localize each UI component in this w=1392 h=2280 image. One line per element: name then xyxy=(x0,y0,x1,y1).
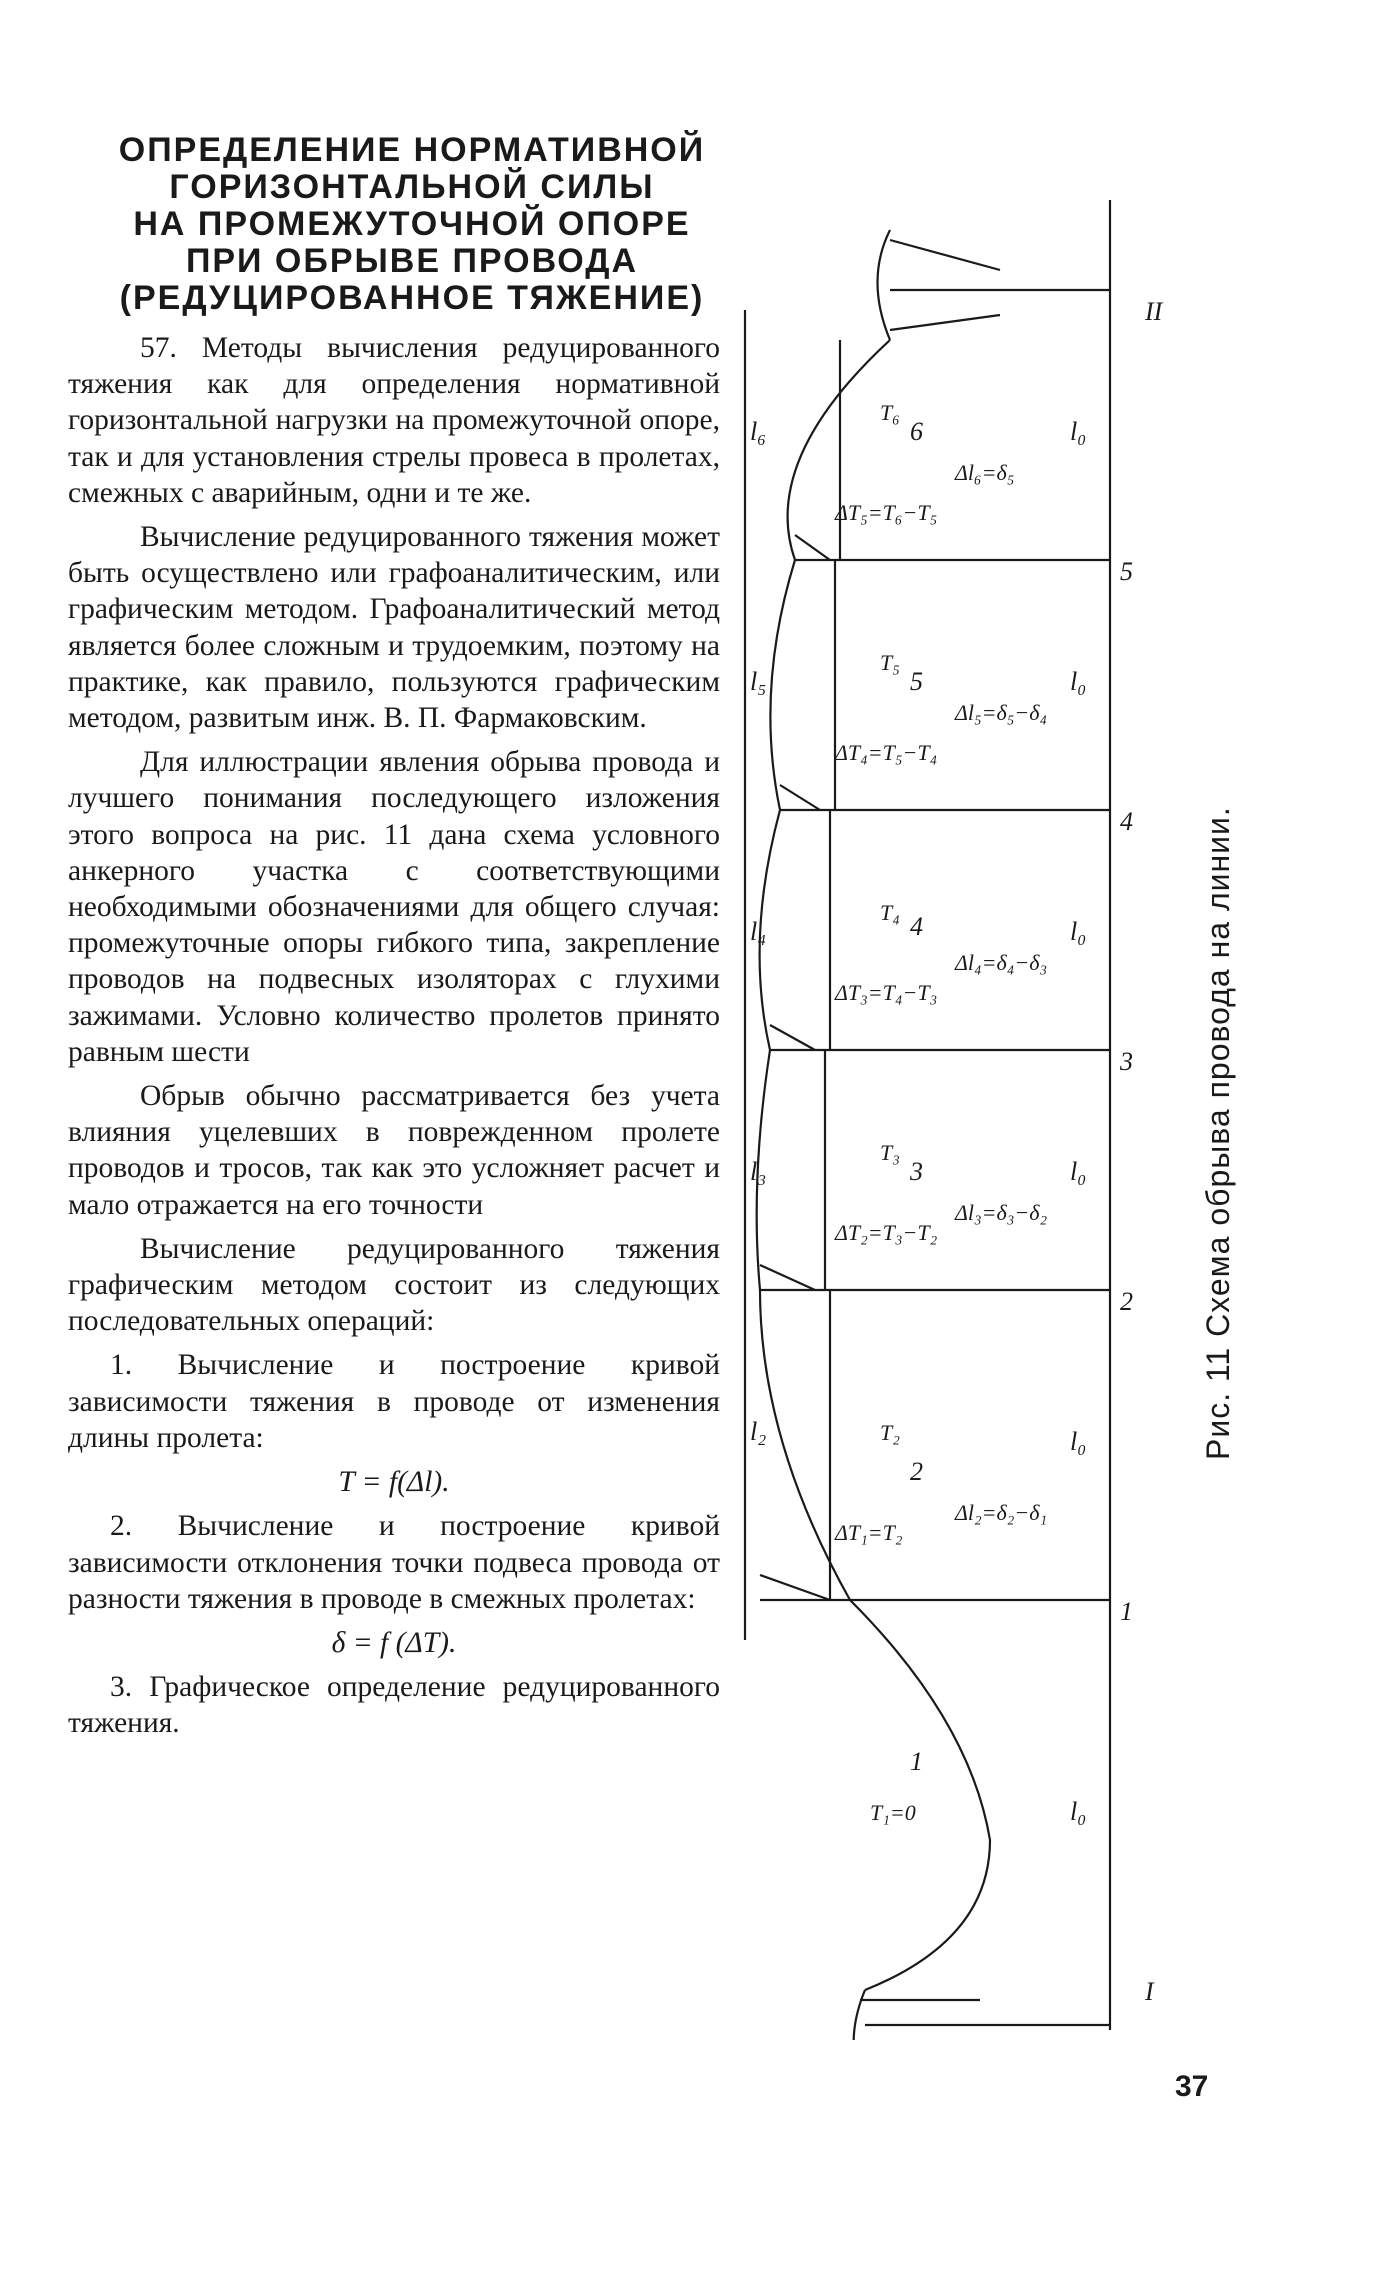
support-label: 5 xyxy=(1120,557,1133,586)
delta-t-label: ΔT₂=T₃−T₂ xyxy=(835,1220,938,1245)
heading-line: ОПРЕДЕЛЕНИЕ НОРМАТИВНОЙ xyxy=(118,131,706,169)
tension-label: T₅ xyxy=(880,650,900,675)
heading-line: ПРИ ОБРЫВЕ ПРОВОДА xyxy=(185,242,639,280)
span-number: 2 xyxy=(910,1457,923,1486)
delta-l-label: Δl₃=δ₃−δ₂ xyxy=(955,1200,1048,1225)
wire-span-2 xyxy=(760,1290,850,1600)
list-item: 3. Графическое определение редуцированного тяжения. xyxy=(68,1671,720,1740)
figure-caption: Рис. 11 Схема обрыва провода на линии. xyxy=(1200,806,1236,1460)
span-number: 6 xyxy=(910,417,923,446)
heading-line: НА ПРОМЕЖУТОЧНОЙ ОПОРЕ xyxy=(133,205,691,243)
list-item: 1. Вычисление и построение кривой зависимости тяжения в проводе от изменения длины пролета: xyxy=(68,1349,720,1454)
tension-label: T₁=0 xyxy=(870,1800,916,1825)
paragraph: Вычисление редуцированного тяжения может быть осуществлено или графоаналитическим, или графическим методом. Графоаналитический метод является более сложным и трудоемким, поэтому на практике, как правило, пользуются графическим методом, развитым инж. В. П. Фармаковским. xyxy=(68,521,720,735)
span-length-label: l₀ xyxy=(1070,1427,1087,1456)
delta-t-label: ΔT₄=T₅−T₄ xyxy=(835,740,938,765)
tension-label: T₃ xyxy=(880,1140,900,1165)
span-length-label: l₀ xyxy=(1070,417,1087,446)
broken-wire xyxy=(850,1600,990,1990)
support-label: I xyxy=(1145,1977,1154,2006)
heading-line: ГОРИЗОНТАЛЬНОЙ СИЛЫ xyxy=(169,168,655,206)
tension-label: T₄ xyxy=(880,900,900,925)
span-number: 3 xyxy=(910,1157,923,1186)
delta-l-label: Δl₂=δ₂−δ₁ xyxy=(955,1500,1048,1525)
delta-l-label: Δl₄=δ₄−δ₃ xyxy=(955,950,1048,975)
actual-span-label: l₆ xyxy=(750,417,767,446)
formula: T = f(Δl). xyxy=(338,1466,450,1499)
delta-t-label: ΔT₅=T₆−T₅ xyxy=(835,500,938,525)
formula: δ = f (ΔT). xyxy=(331,1626,457,1659)
support-label: 2 xyxy=(1120,1287,1133,1316)
span-length-label: l₀ xyxy=(1070,1797,1087,1826)
wire-span-6 xyxy=(788,340,890,560)
span-length-label: l₀ xyxy=(1070,917,1087,946)
support-label: 1 xyxy=(1120,1597,1133,1626)
support-label: 4 xyxy=(1120,807,1133,836)
anchor-top-insulator xyxy=(878,230,891,340)
paragraph: Вычисление редуцированного тяжения графическим методом состоит из следующих последовательных операций: xyxy=(68,1232,720,1338)
support-label: II xyxy=(1145,297,1163,326)
diagram-labels xyxy=(750,297,1164,2006)
actual-span-label: l₄ xyxy=(750,917,767,946)
span-number: 5 xyxy=(910,667,923,696)
wire-span-5 xyxy=(770,560,795,810)
tension-label: T₂ xyxy=(880,1420,900,1445)
actual-span-label: l₅ xyxy=(750,667,767,696)
diagram-lines xyxy=(745,200,1110,2040)
delta-t-label: ΔT₁=T₂ xyxy=(835,1520,903,1545)
span-number: 4 xyxy=(910,912,923,941)
delta-l-label: Δl₅=δ₅−δ₄ xyxy=(955,700,1048,725)
support-label: 3 xyxy=(1120,1047,1133,1076)
paragraph: Обрыв обычно рассматривается без учета влияния уцелевших в поврежденном пролете проводов и тросов, так как это усложняет расчет и мало отражается на его точности xyxy=(68,1080,720,1221)
paragraph: Для иллюстрации явления обрыва провода и лучшего понимания последующего изложения этого вопроса на рис. 11 дана схема условного анкерного участка с соответствующими необходимыми обозначениями для общего случая: промежуточные опоры гибкого типа, закрепление проводов на подвесных изоляторах с глухими зажимами. Условно количество пролетов принято равным шести xyxy=(68,746,720,1068)
actual-span-label: l₃ xyxy=(750,1157,767,1186)
delta-t-label: ΔT₃=T₄−T₃ xyxy=(835,980,938,1005)
span-number: 1 xyxy=(910,1747,923,1776)
tension-label: T₆ xyxy=(880,400,900,425)
page-number: 37 xyxy=(1175,2070,1209,2103)
paragraph: 57. Методы вычисления редуцированного тяжения как для определения нормативной горизонтальной нагрузки на промежуточной опоре, так и для установления стрелы провеса в пролетах, смежных с аварийным, одни и те же. xyxy=(68,332,720,509)
list-item: 2. Вычисление и построение кривой зависимости отклонения точки подвеса провода от разности тяжения в проводе в смежных пролетах: xyxy=(68,1510,720,1615)
section-heading xyxy=(92,132,732,317)
heading-line: (РЕДУЦИРОВАННОЕ ТЯЖЕНИЕ) xyxy=(119,279,705,317)
delta-l-label: Δl₆=δ₅ xyxy=(955,460,1015,485)
body-text xyxy=(68,330,720,1750)
actual-span-label: l₂ xyxy=(750,1417,767,1446)
span-length-label: l₀ xyxy=(1070,1157,1087,1186)
span-length-label: l₀ xyxy=(1070,667,1087,696)
